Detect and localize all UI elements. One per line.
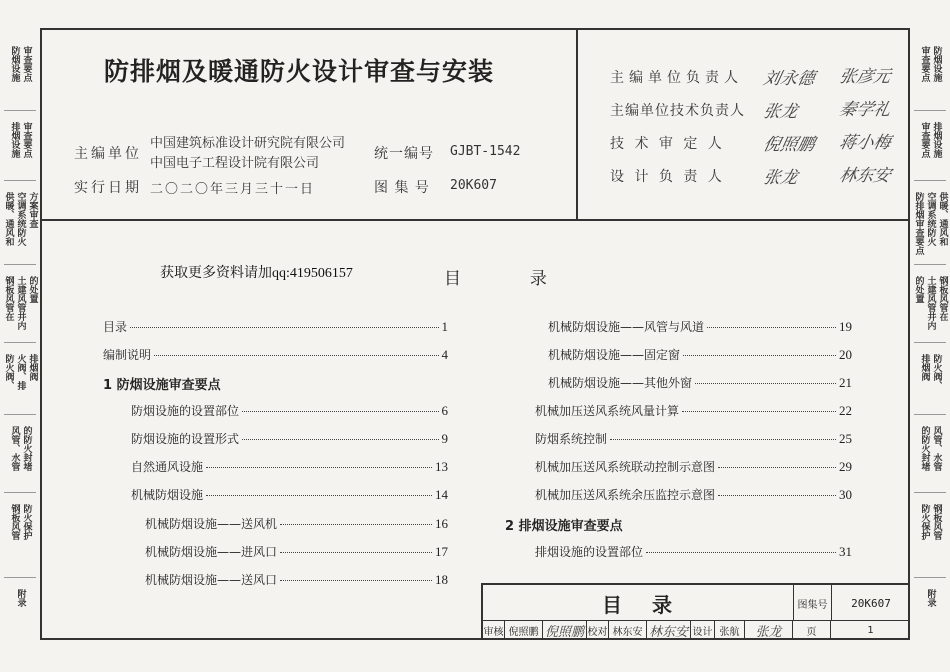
side-tab-text: 防火阀、 [931, 354, 942, 390]
reviewer-name: 倪照鹏 [505, 621, 543, 640]
side-tab-text: 钢板风管在 [3, 276, 14, 321]
signature-tech-1: 张龙 [761, 102, 800, 122]
toc-entry-label: 机械防烟设施——风管与风道 [548, 320, 705, 334]
toc-entry-page: 31 [839, 544, 852, 559]
page-label: 页 [793, 621, 831, 640]
side-tab-text: 土建风管井内 [925, 276, 936, 330]
toc-entry-label: 排烟设施的设置部位 [535, 545, 644, 559]
toc-entry-page: 1 [441, 319, 448, 334]
cover-header [40, 28, 910, 221]
toc-entry[interactable] [131, 486, 448, 503]
toc-entry-page: 14 [435, 487, 448, 502]
role-design-lead: 设 计 负 责 人 [610, 169, 725, 185]
leader-dots [206, 467, 432, 468]
toc-entry-label: 机械防烟设施——进风口 [145, 545, 278, 559]
toc-entry[interactable] [103, 318, 448, 335]
side-tab-text: 钢板风管 [9, 504, 20, 540]
side-tab-text: 防排烟审查要点 [913, 192, 924, 255]
signature-chief-1: 刘永德 [761, 69, 817, 89]
side-tab-text: 防烟设施 [931, 46, 942, 82]
side-tab-divider [914, 577, 946, 578]
toc-entry-page: 13 [435, 459, 448, 474]
side-tab-text: 附录 [15, 589, 26, 607]
side-tab-text: 的防火封堵 [21, 426, 32, 471]
side-tab[interactable] [0, 583, 40, 607]
side-tab-divider [4, 110, 36, 111]
side-tab[interactable] [910, 583, 950, 607]
checker-signature: 林东安 [647, 621, 691, 640]
toc-entry[interactable] [535, 430, 852, 447]
toc-entry-label: 防烟设施的设置形式 [131, 432, 240, 446]
leader-dots [707, 327, 836, 328]
toc-title-char-1: 目 [444, 269, 463, 289]
leader-dots [242, 439, 438, 440]
date-value: 二〇二〇年三月三十一日 [150, 182, 316, 197]
toc-entry[interactable] [145, 543, 448, 560]
toc-entry-label: 机械防烟设施——送风口 [145, 573, 278, 587]
side-tab-text: 钢板风管在 [937, 276, 948, 321]
toc-entry-page: 21 [839, 375, 852, 390]
title-block-row-top [483, 585, 910, 621]
toc-entry-page: 16 [435, 516, 448, 531]
side-tab-divider [914, 492, 946, 493]
toc-entry-page: 29 [839, 459, 852, 474]
side-tab-text: 防火保护 [21, 504, 32, 540]
toc-entry-label: 机械加压送风系统余压监控示意图 [535, 488, 716, 502]
leader-dots [130, 327, 438, 328]
contact-note: 获取更多资料请加qq:419506157 [160, 266, 353, 281]
toc-entry-label: 机械防烟设施——固定窗 [548, 348, 681, 362]
side-tab-text: 供暖、通风和 [3, 192, 14, 246]
atlas-no-value: 20K607 [450, 178, 497, 193]
leader-dots [206, 495, 432, 496]
reviewer-signature: 倪照鹏 [543, 621, 587, 640]
leader-dots [718, 467, 836, 468]
side-tab[interactable] [910, 498, 950, 540]
toc-entry-page: 19 [839, 319, 852, 334]
toc-entry[interactable] [535, 402, 852, 419]
side-tab[interactable] [910, 186, 950, 255]
leader-dots [646, 552, 836, 553]
side-tab[interactable] [0, 116, 40, 158]
side-tab-text: 审查要点 [21, 122, 32, 158]
toc-title-char-2: 录 [529, 269, 549, 289]
side-tab-text: 方案审查 [27, 192, 38, 228]
toc-entry-label: 防烟系统控制 [535, 432, 608, 446]
side-tab-divider [914, 414, 946, 415]
date-label: 实行日期 [74, 180, 142, 196]
side-tab[interactable] [0, 420, 40, 471]
side-tab-text: 风管、水管 [931, 426, 942, 471]
toc-title [444, 264, 549, 289]
leader-dots [280, 552, 432, 553]
design-label: 设计 [691, 621, 715, 640]
checker-name: 林东安 [609, 621, 647, 640]
signature-approver-1: 倪照鹏 [761, 135, 817, 155]
toc-entry-page: 22 [839, 403, 852, 418]
side-tab[interactable] [910, 420, 950, 471]
toc-section-2[interactable]: 2 排烟设施审查要点 [505, 519, 623, 534]
designer-name: 张航 [715, 621, 745, 640]
side-tab-divider [914, 342, 946, 343]
editor-line2: 中国电子工程设计院有限公司 [150, 156, 320, 171]
toc-section-1[interactable]: 1 防烟设施审查要点 [103, 378, 221, 393]
side-tab-text: 空调系统防火 [15, 192, 26, 246]
title-block-name-char-1: 目 [602, 592, 624, 617]
toc-entry-page: 18 [435, 572, 448, 587]
signature-tech-2: 秦学礼 [837, 100, 893, 120]
signature-design-2: 林东安 [837, 166, 893, 186]
side-tab-text: 的处置 [913, 276, 924, 303]
side-tab[interactable] [910, 270, 950, 330]
toc-entry-page: 30 [839, 487, 852, 502]
side-tab-text: 供暖、通风和 [937, 192, 948, 246]
side-tab-text: 空调系统防火 [925, 192, 936, 246]
right-side-tabs [910, 28, 950, 640]
toc-entry-label: 自然通风设施 [131, 460, 204, 474]
atlas-label-cell: 图集号 [793, 585, 831, 621]
side-tab-text: 排烟阀 [27, 354, 38, 381]
side-tab-text: 审查要点 [919, 122, 930, 158]
side-tab-text: 火阀、排 [15, 354, 26, 390]
side-tab-text: 附录 [925, 589, 936, 607]
side-tab[interactable] [0, 498, 40, 540]
toc-entry-label: 机械防烟设施——其他外窗 [548, 376, 693, 390]
leader-dots [154, 355, 438, 356]
side-tab-divider [4, 342, 36, 343]
side-tab-text: 审查要点 [919, 46, 930, 82]
check-label: 校对 [587, 621, 609, 640]
toc-entry-page: 4 [441, 347, 448, 362]
leader-dots [683, 355, 836, 356]
side-tab-text: 排烟设施 [931, 122, 942, 158]
editor-label: 主编单位 [74, 146, 142, 162]
toc-entry[interactable] [548, 346, 852, 363]
toc-entry[interactable] [131, 402, 448, 419]
toc-entry-label: 机械防烟设施——送风机 [145, 517, 278, 531]
unified-no-label: 统一编号 [374, 146, 434, 162]
side-tab-text: 防烟设施 [9, 46, 20, 82]
side-tab-text: 防火保护 [919, 504, 930, 540]
title-block-row-bottom [483, 621, 910, 640]
toc-entry[interactable] [535, 458, 852, 475]
toc-entry[interactable] [548, 318, 852, 335]
role-chief-unit: 主编单位负责人 [610, 70, 743, 86]
review-label: 审核 [483, 621, 505, 640]
side-tab[interactable] [0, 186, 40, 246]
toc-entry[interactable] [131, 458, 448, 475]
side-tab-divider [4, 180, 36, 181]
side-tab-divider [4, 414, 36, 415]
leader-dots [682, 411, 836, 412]
toc-entry[interactable] [103, 346, 448, 363]
title-block-name [483, 585, 793, 621]
toc-entry-page: 6 [441, 403, 448, 418]
toc-entry[interactable] [535, 543, 852, 560]
toc-entry-page: 9 [441, 431, 448, 446]
side-tab-text: 风管、水管 [9, 426, 20, 471]
leader-dots [718, 495, 836, 496]
side-tab-text: 的处置 [27, 276, 38, 303]
side-tab-divider [4, 264, 36, 265]
side-tab[interactable] [0, 40, 40, 82]
toc-entry-label: 编制说明 [103, 348, 152, 362]
side-tab[interactable] [910, 348, 950, 390]
leader-dots [280, 580, 432, 581]
role-tech-approver: 技 术 审 定 人 [610, 136, 725, 152]
title-block-name-char-2: 录 [652, 592, 674, 617]
toc-entry[interactable] [145, 515, 448, 532]
header-divider [576, 28, 578, 221]
left-side-tabs [0, 28, 40, 640]
leader-dots [695, 383, 836, 384]
designer-signature: 张龙 [745, 621, 793, 640]
page-value: 1 [867, 625, 874, 636]
side-tab[interactable] [910, 40, 950, 82]
toc-entry-label: 机械防烟设施 [131, 488, 204, 502]
side-tab-divider [914, 110, 946, 111]
atlas-no-label: 图 集 号 [374, 180, 430, 196]
signature-chief-2: 张彦元 [837, 67, 893, 87]
side-tab-text: 的防火封堵 [919, 426, 930, 471]
toc-entry[interactable] [131, 430, 448, 447]
atlas-value-cell: 20K607 [831, 585, 910, 621]
side-tab-divider [914, 264, 946, 265]
toc-entry-page: 25 [839, 431, 852, 446]
toc-entry-page: 17 [435, 544, 448, 559]
toc-entry-label: 防烟设施的设置部位 [131, 404, 240, 418]
leader-dots [242, 411, 438, 412]
role-tech-chief: 主编单位技术负责人 [610, 103, 745, 119]
editor-line1: 中国建筑标准设计研究院有限公司 [150, 136, 346, 151]
side-tab-text: 钢板风管 [931, 504, 942, 540]
side-tab-divider [4, 492, 36, 493]
atlas-title: 防排烟及暖通防火设计审查与安装 [104, 57, 495, 86]
toc-entry[interactable] [548, 374, 852, 391]
side-tab-text: 土建风管井内 [15, 276, 26, 330]
leader-dots [280, 524, 432, 525]
toc-entry-label: 目录 [103, 320, 128, 334]
toc-entry-page: 20 [839, 347, 852, 362]
side-tab-text: 审查要点 [21, 46, 32, 82]
side-tab-text: 防火阀、 [3, 354, 14, 390]
signature-approver-2: 蒋小梅 [837, 133, 893, 153]
side-tab-divider [4, 577, 36, 578]
leader-dots [610, 439, 836, 440]
side-tab[interactable] [910, 116, 950, 158]
unified-no-value: GJBT-1542 [450, 144, 521, 159]
signature-design-1: 张龙 [761, 168, 800, 188]
side-tab-text: 排烟设施 [9, 122, 20, 158]
side-tab[interactable] [0, 270, 40, 330]
side-tab-text: 排烟阀 [919, 354, 930, 381]
side-tab[interactable] [0, 348, 40, 390]
toc-entry-label: 机械加压送风系统联动控制示意图 [535, 460, 716, 474]
toc-entry-label: 机械加压送风系统风量计算 [535, 404, 680, 418]
title-block [481, 583, 910, 640]
toc-entry[interactable] [535, 486, 852, 503]
side-tab-divider [914, 180, 946, 181]
toc-entry[interactable] [145, 571, 448, 588]
